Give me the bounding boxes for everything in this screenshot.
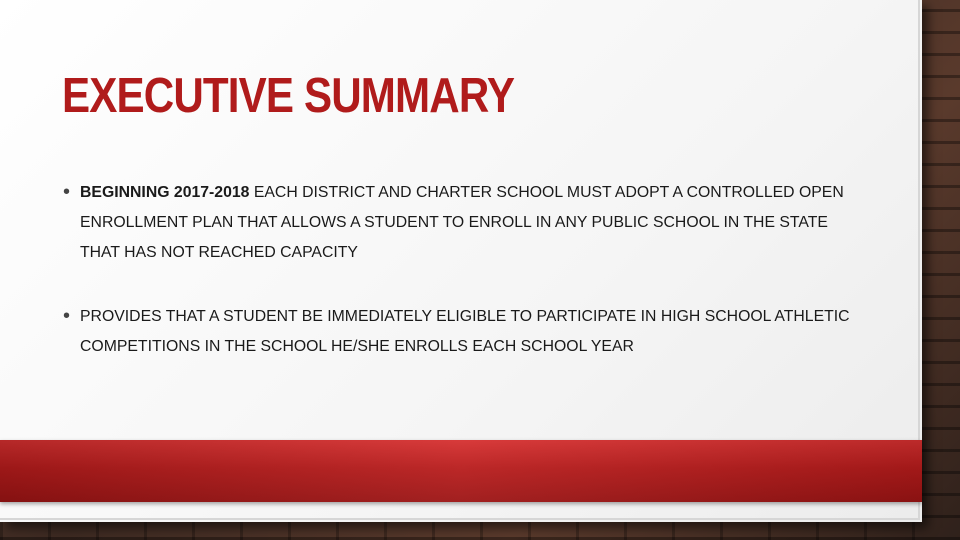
bullet-list: [62, 178, 862, 396]
slide-title: EXECUTIVE SUMMARY: [62, 69, 515, 123]
bullet-item-1: [62, 178, 862, 268]
bullet-1-text: EACH DISTRICT AND CHARTER SCHOOL MUST ADOPT A CONTROLLED OPEN ENROLLMENT PLAN THAT ALLOWS A STUDENT TO ENROLL IN ANY PUBLIC SCHOOL IN THE STATE THAT HAS NOT REACHED CAPACITY: [80, 184, 844, 261]
bullet-item-2: [62, 302, 862, 362]
footer-band-shade: [0, 440, 922, 502]
bullet-1-bold-text: BEGINNING 2017-2018: [80, 184, 250, 201]
bullet-dot-icon: •: [63, 181, 71, 203]
bullet-dot-icon: •: [63, 305, 71, 327]
footer-band: [0, 440, 922, 502]
bullet-2-text: PROVIDES THAT A STUDENT BE IMMEDIATELY ELIGIBLE TO PARTICIPATE IN HIGH SCHOOL ATHLETIC COMPETITIONS IN THE SCHOOL HE/SHE ENROLLS EACH SCHOOL YEAR: [80, 308, 850, 355]
